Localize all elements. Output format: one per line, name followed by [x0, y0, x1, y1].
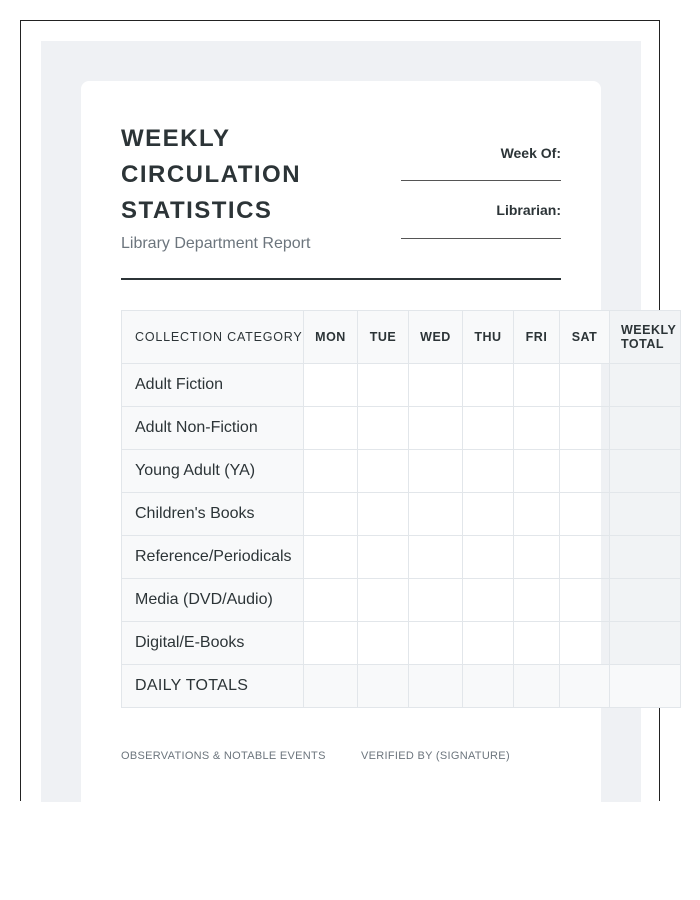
tally-cell[interactable] — [304, 407, 358, 450]
weekly-total-cell[interactable] — [610, 665, 681, 708]
tally-cell[interactable] — [358, 407, 409, 450]
category-cell: Digital/E-Books — [122, 622, 304, 665]
category-cell: Media (DVD/Audio) — [122, 579, 304, 622]
category-cell: Adult Non-Fiction — [122, 407, 304, 450]
tally-cell[interactable] — [514, 493, 560, 536]
tally-cell[interactable] — [560, 579, 610, 622]
document-frame — [20, 20, 677, 801]
tally-cell[interactable] — [560, 364, 610, 407]
tally-cell[interactable] — [514, 450, 560, 493]
report-title: WEEKLY CIRCULATION STATISTICS — [121, 125, 302, 224]
report-card — [81, 81, 677, 821]
tally-cell[interactable] — [304, 364, 358, 407]
weekly-total-cell[interactable] — [610, 493, 681, 536]
tally-cell[interactable] — [463, 407, 514, 450]
report-subtitle: Library Department Report — [121, 235, 311, 252]
table-row — [122, 493, 681, 536]
tally-cell[interactable] — [514, 407, 560, 450]
tally-cell[interactable] — [358, 450, 409, 493]
tally-cell[interactable] — [463, 493, 514, 536]
tally-cell[interactable] — [409, 407, 463, 450]
tally-cell[interactable] — [358, 364, 409, 407]
tally-cell[interactable] — [560, 493, 610, 536]
tally-cell[interactable] — [409, 622, 463, 665]
weekly-total-cell[interactable] — [610, 450, 681, 493]
tally-cell[interactable] — [560, 665, 610, 708]
table-row — [122, 450, 681, 493]
column-header-tue: TUE — [358, 311, 409, 364]
tally-cell[interactable] — [560, 536, 610, 579]
tally-cell[interactable] — [304, 536, 358, 579]
tally-cell[interactable] — [514, 665, 560, 708]
category-cell: Reference/Periodicals — [122, 536, 304, 579]
tally-cell[interactable] — [463, 450, 514, 493]
tally-cell[interactable] — [304, 665, 358, 708]
observations-label: OBSERVATIONS & NOTABLE EVENTS — [121, 750, 326, 762]
column-header-mon: MON — [304, 311, 358, 364]
weekly-total-cell[interactable] — [610, 364, 681, 407]
tally-cell[interactable] — [358, 579, 409, 622]
circulation-table — [121, 310, 681, 708]
tally-cell[interactable] — [463, 536, 514, 579]
table-row — [122, 579, 681, 622]
column-header-weekly-total: WEEKLY TOTAL — [610, 311, 681, 364]
tally-cell[interactable] — [463, 665, 514, 708]
tally-cell[interactable] — [463, 579, 514, 622]
week-of-label: Week Of: — [500, 145, 561, 161]
header-divider — [121, 278, 561, 280]
tally-cell[interactable] — [358, 536, 409, 579]
tally-cell[interactable] — [514, 622, 560, 665]
column-header-thu: THU — [463, 311, 514, 364]
table-header-row — [122, 311, 681, 364]
tally-cell[interactable] — [358, 665, 409, 708]
tally-cell[interactable] — [463, 364, 514, 407]
tally-cell[interactable] — [463, 622, 514, 665]
weekly-total-cell[interactable] — [610, 579, 681, 622]
daily-totals-label: DAILY TOTALS — [122, 665, 304, 708]
column-header-category: COLLECTION CATEGORY — [122, 311, 304, 364]
table-row — [122, 536, 681, 579]
tally-cell[interactable] — [514, 364, 560, 407]
tally-cell[interactable] — [514, 536, 560, 579]
tally-cell[interactable] — [358, 493, 409, 536]
tally-cell[interactable] — [560, 622, 610, 665]
librarian-field[interactable] — [401, 224, 561, 239]
tally-cell[interactable] — [409, 536, 463, 579]
tally-cell[interactable] — [409, 665, 463, 708]
tally-cell[interactable] — [560, 450, 610, 493]
column-header-fri: FRI — [514, 311, 560, 364]
table-row — [122, 407, 681, 450]
tally-cell[interactable] — [304, 450, 358, 493]
tally-cell[interactable] — [560, 407, 610, 450]
tally-cell[interactable] — [514, 579, 560, 622]
tally-cell[interactable] — [304, 579, 358, 622]
table-row — [122, 622, 681, 665]
tally-cell[interactable] — [409, 450, 463, 493]
tally-cell[interactable] — [304, 493, 358, 536]
tally-cell[interactable] — [409, 493, 463, 536]
weekly-total-cell[interactable] — [610, 622, 681, 665]
column-header-sat: SAT — [560, 311, 610, 364]
category-cell: Adult Fiction — [122, 364, 304, 407]
table-row — [122, 364, 681, 407]
daily-totals-row — [122, 665, 681, 708]
category-cell: Young Adult (YA) — [122, 450, 304, 493]
tally-cell[interactable] — [409, 579, 463, 622]
weekly-total-cell[interactable] — [610, 536, 681, 579]
week-of-field[interactable] — [401, 166, 561, 181]
tally-cell[interactable] — [409, 364, 463, 407]
column-header-wed: WED — [409, 311, 463, 364]
category-cell: Children's Books — [122, 493, 304, 536]
weekly-total-cell[interactable] — [610, 407, 681, 450]
verified-by-label: VERIFIED BY (SIGNATURE) — [361, 750, 510, 762]
librarian-label: Librarian: — [496, 202, 561, 218]
tally-cell[interactable] — [304, 622, 358, 665]
tally-cell[interactable] — [358, 622, 409, 665]
